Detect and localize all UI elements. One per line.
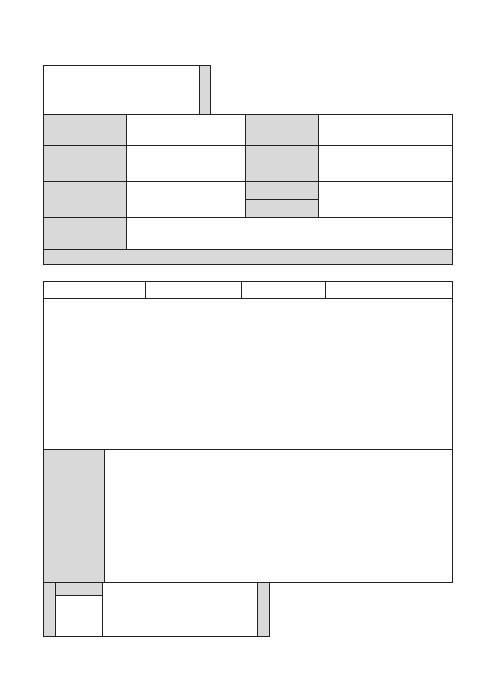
notes-box <box>104 449 453 583</box>
hire-date-label-cell <box>245 145 319 182</box>
bottom-spacer-cell <box>102 582 258 637</box>
mobile-label-cell <box>245 199 319 218</box>
leave-duration-field[interactable] <box>241 281 326 299</box>
hq-hr-sign-box[interactable] <box>55 595 103 637</box>
affiliation-label-cell <box>43 114 127 146</box>
resident-number-label-cell <box>43 181 127 218</box>
address-field[interactable] <box>126 217 453 250</box>
phone-field[interactable] <box>318 181 453 218</box>
hr-dept-label-cell <box>257 582 270 637</box>
affiliation-field[interactable] <box>126 114 246 146</box>
birth-date-field[interactable] <box>325 281 453 299</box>
hire-date-field[interactable] <box>318 145 453 182</box>
leave-period-title-cell <box>43 249 453 265</box>
name-field[interactable] <box>126 145 246 182</box>
hq-hr-col-header <box>55 582 103 596</box>
name-label-cell <box>43 145 127 182</box>
resident-number-field[interactable] <box>126 181 246 218</box>
department-approval-label-cell <box>199 65 211 115</box>
leave-end-field[interactable] <box>145 281 242 299</box>
position-field[interactable] <box>318 114 453 146</box>
address-label-cell <box>43 217 127 250</box>
phone-label-cell <box>245 181 319 200</box>
leave-start-field[interactable] <box>43 281 146 299</box>
notes-label-cell <box>43 449 105 583</box>
statement-box <box>43 298 453 450</box>
form-title-cell <box>43 65 200 115</box>
position-label-cell <box>245 114 319 146</box>
